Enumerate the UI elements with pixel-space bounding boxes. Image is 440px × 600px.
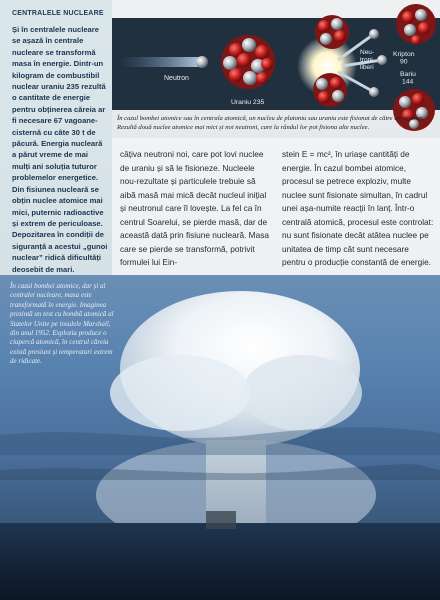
label-uranium: Uraniu 235 bbox=[231, 99, 265, 106]
fragment-bottom bbox=[313, 73, 347, 107]
uranium-nucleus bbox=[221, 35, 275, 89]
sidebar-text bbox=[12, 24, 108, 275]
body-column-1-text: câțiva neutroni noi, care pot lovi nuclee de uraniu și să le fisioneze. Nucleele nou-rezultate și particulele trebuie să aibă masă mai mică decât nucleul inițial și neutronul care îl lovește. La fel ca în centrul Soarelui, se pierde masă, dar de această dată prin fisiune nucleară. Masa care se pierde se transformă, potrivit formulei lui Ein- bbox=[120, 149, 269, 267]
diagram-caption: În cazul bombei atomice sau în centrala atomică, un nucleu de plutoniu sau uraniu este fisionat de către un neutron. Rezultă două nuclee atomice mai mici și noi neutroni, care la rândul lor pot fisiona alte nuclee. bbox=[117, 115, 425, 131]
fragment-top bbox=[315, 15, 349, 49]
label-free-neutrons: Neu- troni liberi bbox=[360, 49, 375, 71]
body-column-1 bbox=[120, 148, 272, 270]
sidebar-title: CENTRALELE NUCLEARE bbox=[12, 10, 104, 17]
free-neutron-1 bbox=[369, 29, 379, 39]
body-column-2-text: stein E = mc², în uriașe cantități de energie. În cazul bombei atomice, procesul se petrece exploziv, multe nuclee sunt fisionate simultan, în cadrul unei așa-numite reacții în lanț. Într-o centrală atomică, procesul este controlat: nu sunt fisionate decât atâtea nuclee pe unitatea de timp cât sunt necesare pentru o producție constantă de energie. bbox=[282, 149, 434, 267]
sea bbox=[0, 523, 440, 600]
free-neutron-3 bbox=[369, 87, 379, 97]
stem-base bbox=[206, 511, 236, 529]
body-column-2 bbox=[282, 148, 434, 270]
cap-billow bbox=[242, 355, 362, 431]
incoming-neutron bbox=[196, 56, 208, 68]
cap-billow-left bbox=[110, 355, 250, 431]
free-neutron-2 bbox=[377, 55, 387, 65]
label-krypton: Kripton 90 bbox=[393, 51, 415, 66]
label-barium: Bariu 144 bbox=[400, 71, 416, 86]
neutron-beam bbox=[120, 57, 202, 67]
sidebar-paragraph: Și în centralele nucleare se așază în centrale nucleare se transformă masa în energie. Dintr-un kilogram de combustibil nuclear uraniu 235 rezultă o cantitate de energie pentru obținerea căreia ar fi necesare 67 vagoane-cisternă cu câte 30 t de păcură. Energia nucleară a părut vreme de mai mulți ani soluția tuturor problemelor energetice. Din fisiunea nucleară se obțin nuclee atomice mai mici, puternic radioactive și extrem de periculoase. Depozitarea în condiții de siguranță a acestui „gunoi nuclear” ridică dificultăți deosebit de mari. bbox=[12, 25, 108, 274]
photo-caption: În cazul bombei atomice, dar și al centralei nucleare, masa este transformată în energie. Imaginea prezintă un test cu bombă atomică al Statelor Unite pe insulele Marshall, din anul 1952. Explozia produce o ciupercă atomică, în centrul căreia există presiuni și temperaturi extrem de ridicate. bbox=[10, 282, 114, 366]
label-neutron: Neutron bbox=[164, 75, 189, 82]
